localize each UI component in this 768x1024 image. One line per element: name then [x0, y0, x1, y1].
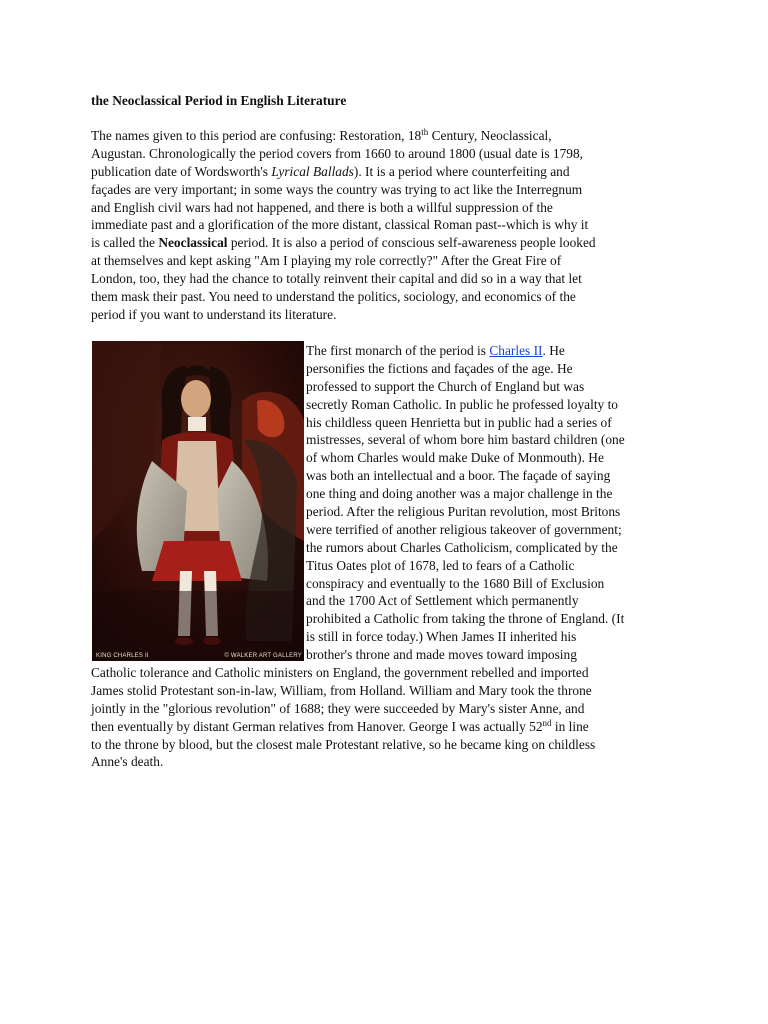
text-line: then eventually by distant German relatives from Hanover. George I was actually 52nd in line [91, 717, 589, 734]
text-line: personifies the fictions and façades of the age. He [306, 360, 573, 376]
bold-term: Neoclassical [158, 235, 228, 251]
text-line: publication date of Wordsworth's Lyrical Ballads). It is a period where counterfeiting and [91, 163, 570, 179]
text-line: Augustan. Chronologically the period covers from 1660 to around 1800 (usual date is 1798, [91, 145, 584, 161]
text-line: one thing and doing another was a major challenge in the [306, 486, 613, 502]
portrait-caption: KING CHARLES II [96, 653, 149, 659]
text-line: The names given to this period are confusing: Restoration, 18th Century, Neoclassical, [91, 127, 552, 143]
charles-paragraph [91, 342, 681, 771]
text-line: and English civil wars had not happened, and there is both a willful suppression of the [91, 199, 553, 215]
text-line: period if you want to understand its literature. [91, 306, 337, 322]
page-title: the Neoclassical Period in English Literature [91, 93, 347, 108]
text-line: The first monarch of the period is Charles II. He [306, 343, 565, 358]
text-line: brother's throne and made moves toward imposing [306, 647, 577, 663]
text-line: Catholic tolerance and Catholic ministers on England, the government rebelled and imported [91, 665, 589, 681]
text-line: of whom Charles would make Duke of Monmouth). He [306, 450, 604, 466]
text-line: period. After the religious Puritan revolution, most Britons [306, 504, 621, 520]
text-line: and the 1700 Act of Settlement which permanently [306, 593, 579, 609]
text-line: prohibited a Catholic from taking the throne of England. (It [306, 611, 625, 627]
text-line: his childless queen Henrietta but in public had a series of [306, 414, 612, 430]
text-line: Titus Oates plot of 1678, led to fears of a Catholic [306, 557, 575, 573]
text-line: at themselves and kept asking "Am I playing my role correctly?" After the Great Fire of [91, 253, 562, 269]
charles-ii-link[interactable]: Charles II [489, 343, 543, 358]
text-line: secretly Roman Catholic. In public he professed loyalty to [306, 396, 618, 412]
text-line: professed to support the Church of England but was [306, 378, 585, 394]
text-line: conspiracy and eventually to the 1680 Bill of Exclusion [306, 575, 605, 591]
text-line: James stolid Protestant son-in-law, William, from Holland. William and Mary took the throne [91, 682, 592, 698]
text-line: façades are very important; in some ways the country was trying to act like the Interregnum [91, 181, 583, 197]
text-line: them mask their past. You need to understand the politics, sociology, and economics of the [91, 289, 576, 305]
text-line: jointly in the "glorious revolution" of 1688; they were succeeded by Mary's sister Anne, and [91, 700, 585, 716]
text-line: to the throne by blood, but the closest male Protestant relative, so he became king on childless [91, 736, 596, 752]
text-line: Anne's death. [91, 754, 164, 770]
book-title: Lyrical Ballads [271, 163, 354, 179]
text-line: immediate past and a glorification of the more distant, classical Roman past--which is why it [91, 217, 589, 233]
text-line: London, too, they had the chance to totally reinvent their capital and did so in a way that let [91, 271, 582, 287]
text-line: mistresses, several of whom bore him bastard children (one [306, 432, 625, 448]
portrait-credit: © WALKER ART GALLERY [224, 653, 302, 659]
text-line: the rumors about Charles Catholicism, complicated by the [306, 539, 618, 555]
text-line: was both an intellectual and a boor. The façade of saying [306, 468, 611, 484]
text-line: is called the Neoclassical period. It is also a period of conscious self-awareness people looked [91, 235, 596, 251]
intro-paragraph [91, 127, 681, 324]
text-line: were terrified of another religious takeover of government; [306, 521, 622, 537]
text-line: is still in force today.) When James II inherited his [306, 629, 577, 645]
